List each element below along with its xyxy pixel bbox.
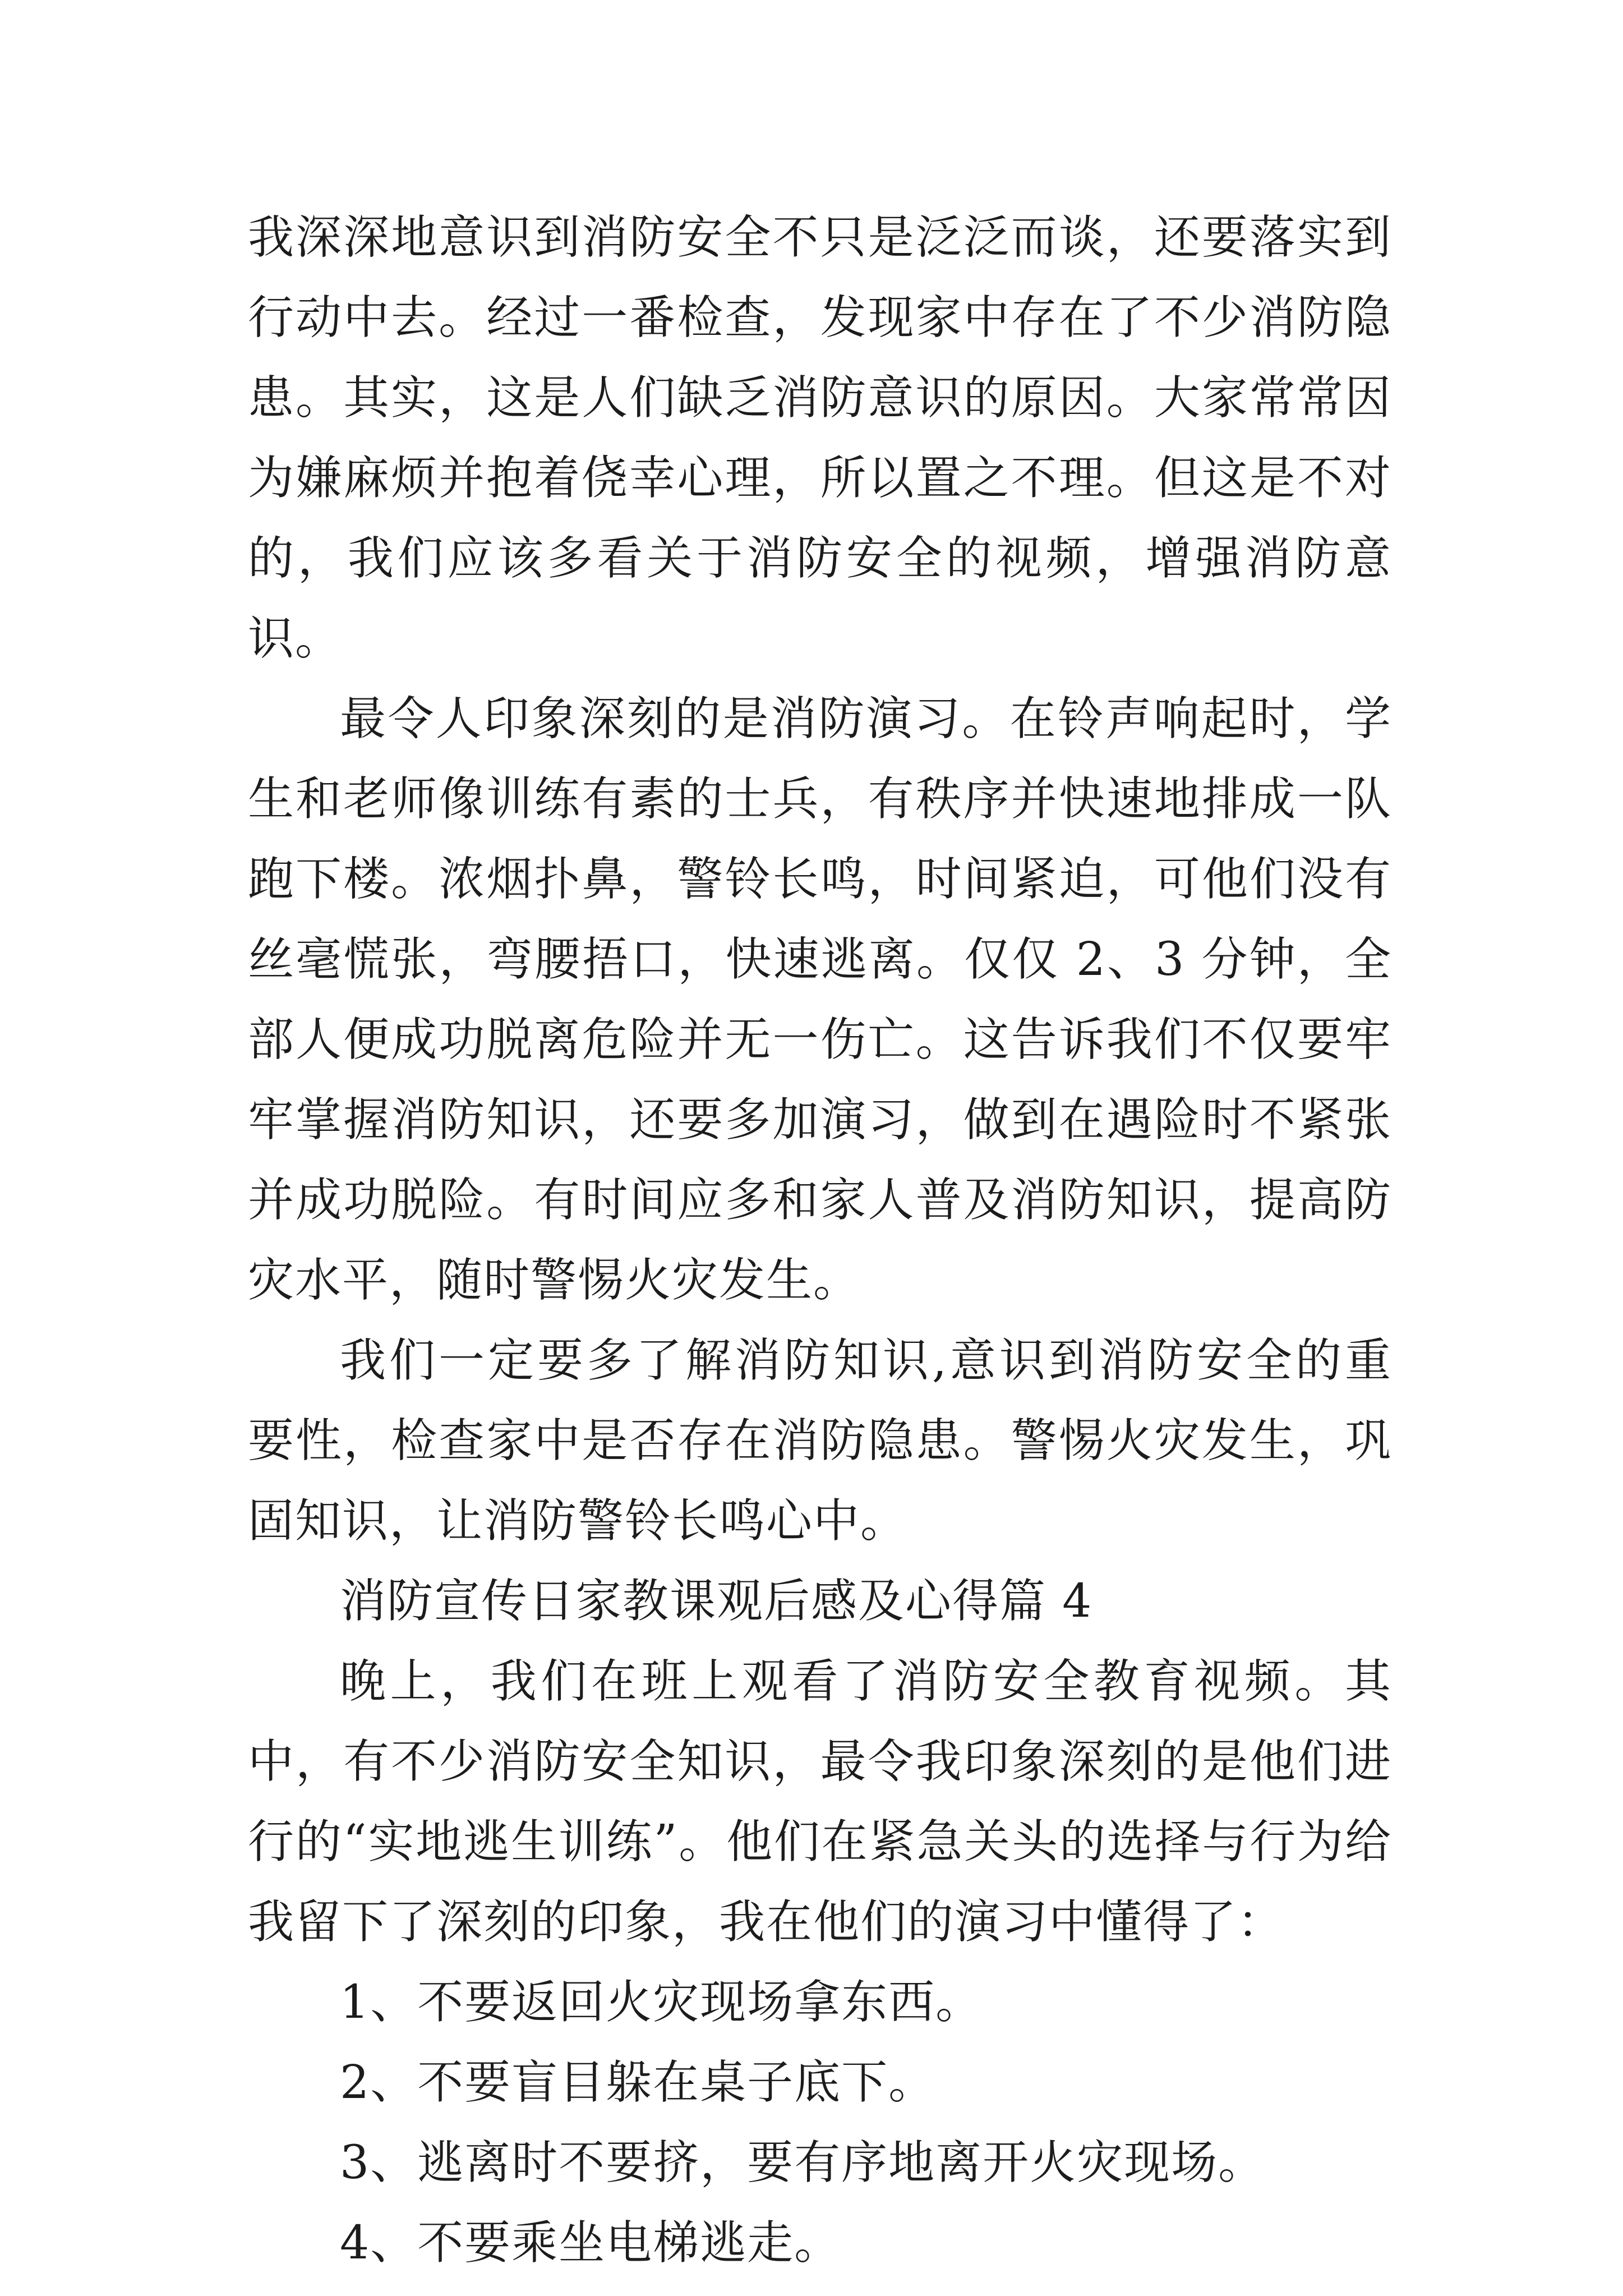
paragraph-1: 我深深地意识到消防安全不只是泛泛而谈，还要落实到行动中去。经过一番检查，发现家中存在了不少消防隐患。其实，这是人们缺乏消防意识的原因。大家常常因为嫌麻烦并抱着侥幸心理，所以置之不理。但这是不对的，我们应该多看关于消防安全的视频，增强消防意识。 <box>248 211 1392 665</box>
list-item-3: 3、逃离时不要挤，要有序地离开火灾现场。 <box>340 2136 1266 2189</box>
paragraph-2: 最令人印象深刻的是消防演习。在铃声响起时，学生和老师像训练有素的士兵，有秩序并快速地排成一队跑下楼。浓烟扑鼻，警铃长鸣，时间紧迫，可他们没有丝毫慌张，弯腰捂口，快速逃离。仅仅 2、3 分钟，全部人便成功脱离危险并无一伤亡。这告诉我们不仅要牢牢掌握消防知识，还要多加演习，做到在遇险时不紧张并成功脱险。有时间应多和家人普及消防知识，提高防灾水平，随时警惕火灾发生。 <box>248 692 1392 1307</box>
list-item-2: 2、不要盲目躲在桌子底下。 <box>340 2056 936 2109</box>
list-item-1: 1、不要返回火灾现场拿东西。 <box>340 1976 983 2029</box>
document-body <box>248 197 1392 2283</box>
list-item-4: 4、不要乘坐电梯逃走。 <box>340 2216 842 2270</box>
paragraph-3: 我们一定要多了解消防知识,意识到消防安全的重要性，检查家中是否存在消防隐患。警惕火灾发生，巩固知识，让消防警铃长鸣心中。 <box>248 1334 1392 1548</box>
section-heading: 消防宣传日家教课观后感及心得篇 4 <box>340 1575 1093 1628</box>
paragraph-5: 晚上，我们在班上观看了消防安全教育视频。其中，有不少消防安全知识，最令我印象深刻的是他们进行的“实地逃生训练”。他们在紧急关头的选择与行为给我留下了深刻的印象，我在他们的演习中懂得了： <box>248 1655 1392 1949</box>
